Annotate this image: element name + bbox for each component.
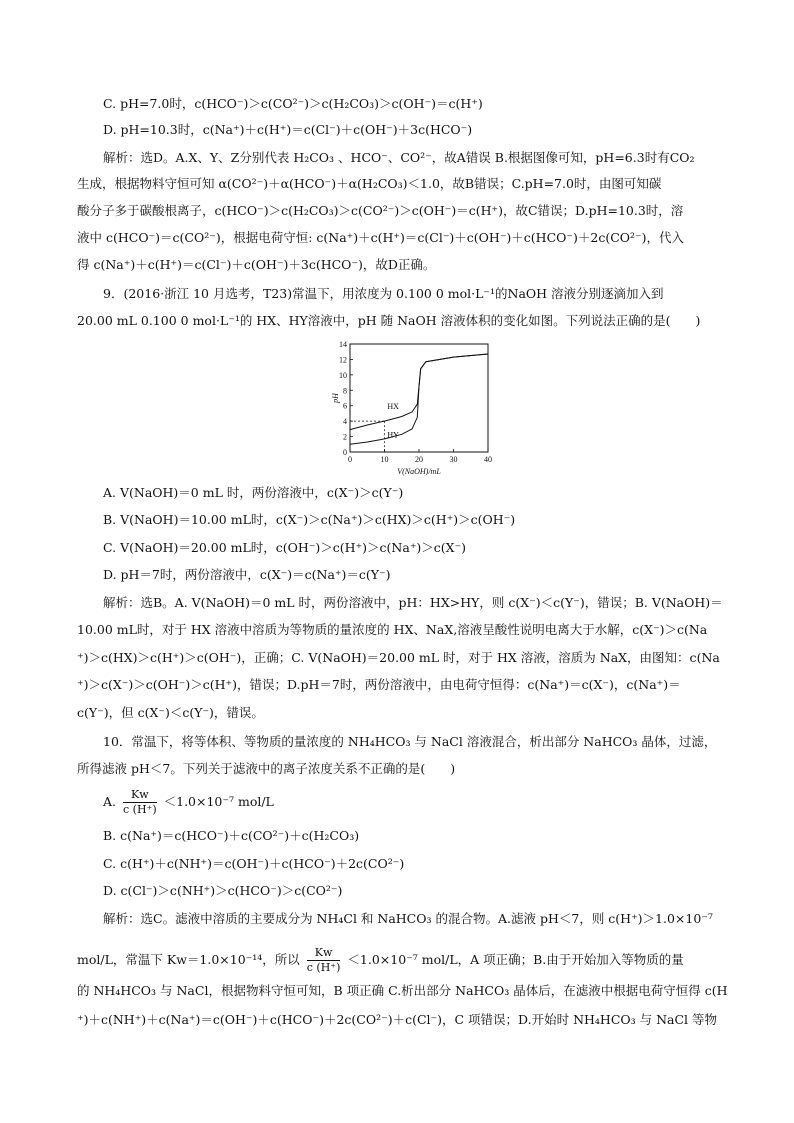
fraction-numerator: Kw [307, 946, 341, 961]
analysis-line: 的 NH₄HCO₃ 与 NaCl，根据物料守恒可知，B 项正确 C.析出部分 NaHCO₃ 晶体后，在滤液中根据电荷守恒得 c(H [77, 983, 728, 998]
analysis-line: 解析：选C。滤液中溶质的主要成分为 NH₄Cl 和 NaHCO₃ 的混合物。A.滤液 pH＜7，则 c(H⁺)＞1.0×10⁻⁷ [103, 911, 713, 926]
analysis-text: mol/L，常温下 Kw＝1.0×10⁻¹⁴，所以 [77, 952, 300, 967]
question-9-stem: 9．(2016·浙江 10 月选考，T23)常温下，用浓度为 0.100 0 mol·L⁻¹的NaOH 溶液分别逐滴加入到 [103, 286, 664, 301]
titration-chart [330, 338, 500, 478]
x-tick-label: 20 [415, 455, 423, 464]
y-tick-label: 0 [343, 448, 347, 457]
analysis-line: ⁺)＞c(X⁻)＞c(OH⁻)＞c(H⁺)，错误；D.pH＝7时，两份溶液中，由电荷守恒得：c(Na⁺)＝c(X⁻)，c(Na⁺)＝ [77, 677, 681, 692]
series-label-hy: HY [387, 430, 399, 440]
analysis-line: c(Y⁻)，但 c(X⁻)＜c(Y⁻)，错误。 [77, 705, 264, 720]
question-10-stem: 10．常温下，将等体积、等物质的量浓度的 NH₄HCO₃ 与 NaCl 溶液混合，析出部分 NaHCO₃ 晶体，过滤， [103, 734, 717, 749]
option-label: A. [103, 794, 117, 809]
analysis-line: 解析：选D。A.X、Y、Z分别代表 H₂CO₃ 、HCO⁻、CO²⁻，故A错误 B.根据图像可知，pH=6.3时有CO₂ [103, 150, 695, 165]
option-d-prev: D. pH=10.3时，c(Na⁺)＋c(H⁺)＝c(Cl⁻)＋c(OH⁻)＋3c(HCO⁻) [103, 122, 473, 137]
y-tick-label: 6 [343, 401, 347, 411]
question-10-stem: 所得滤液 pH＜7。下列关于滤液中的离子浓度关系不正确的是( ) [77, 761, 456, 776]
analysis-line: 液中 c(HCO⁻)＝c(CO²⁻)，根据电荷守恒: c(Na⁺)＋c(H⁺)＝c(Cl⁻)＋c(OH⁻)＋c(HCO⁻)＋2c(CO²⁻)，代入 [77, 230, 685, 245]
analysis-line: 10.00 mL时，对于 HX 溶液中溶质为等物质的量浓度的 HX、NaX,溶液呈酸性说明电离大于水解，c(X⁻)＞c(Na [77, 622, 708, 637]
x-tick-label: 10 [380, 455, 389, 464]
option-c-10: C. c(H⁺)＋c(NH⁺)＝c(OH⁻)＋c(HCO⁻)＋2c(CO²⁻) [103, 856, 405, 871]
y-tick-label: 8 [343, 386, 347, 396]
option-a-10 [103, 788, 274, 817]
x-tick-label: 0 [348, 455, 352, 464]
question-9-stem: 20.00 mL 0.100 0 mol·L⁻¹的 HX、HY溶液中，pH 随 NaOH 溶液体积的变化如图。下列说法正确的是( ) [77, 313, 701, 328]
option-b-10: B. c(Na⁺)＝c(HCO⁻)＋c(CO²⁻)＋c(H₂CO₃) [103, 828, 360, 843]
option-d-10: D. c(Cl⁻)＞c(NH⁺)＞c(HCO⁻)＞c(CO²⁻) [103, 883, 343, 898]
y-tick-label: 12 [339, 355, 347, 365]
series-label-hx: HX [387, 401, 399, 411]
y-axis-label: pH [331, 393, 340, 403]
analysis-line: 酸分子多于碳酸根离子，c(HCO⁻)＞c(H₂CO₃)＞c(CO²⁻)＞c(OH⁻)＝c(H⁺)，故C错误；D.pH=10.3时，溶 [77, 203, 684, 218]
option-c-prev: C. pH=7.0时，c(HCO⁻)＞c(CO²⁻)＞c(H₂CO₃)＞c(OH⁻)＝c(H⁺) [103, 96, 483, 111]
fraction [123, 788, 157, 817]
analysis-line: ⁺)＋c(NH⁺)＋c(Na⁺)＝c(OH⁻)＋c(HCO⁻)＋2c(CO²⁻)＋c(Cl⁻)，C 项错误；D.开始时 NH₄HCO₃ 与 NaCl 等物 [77, 1012, 718, 1027]
option-a: A. V(NaOH)＝0 mL 时，两份溶液中，c(X⁻)＞c(Y⁻) [103, 485, 404, 500]
fraction [307, 946, 341, 975]
fraction-denominator: c (H⁺) [123, 803, 157, 816]
option-b: B. V(NaOH)＝10.00 mL时，c(X⁻)＞c(Na⁺)＞c(HX)＞c(H⁺)＞c(OH⁻) [103, 512, 516, 527]
y-tick-label: 10 [339, 370, 347, 380]
option-c: C. V(NaOH)＝20.00 mL时，c(OH⁻)＞c(H⁺)＞c(Na⁺)＞c(X⁻) [103, 540, 467, 555]
plot-frame [350, 344, 488, 452]
series-line-hy [350, 354, 488, 444]
analysis-line: ⁺)＞c(HX)＞c(H⁺)＞c(OH⁻)，正确；C. V(NaOH)＝20.00 mL 时，对于 HX 溶液，溶质为 NaX，由图知：c(Na [77, 650, 720, 665]
analysis-line: 得 c(Na⁺)＋c(H⁺)＝c(Cl⁻)＋c(OH⁻)＋3c(HCO⁻)，故D正确。 [77, 257, 436, 272]
y-tick-label: 14 [339, 340, 347, 349]
option-d: D. pH＝7时，两份溶液中，c(X⁻)＝c(Na⁺)＝c(Y⁻) [103, 567, 391, 582]
y-tick-label: 2 [343, 432, 347, 442]
x-tick-label: 40 [484, 455, 492, 464]
x-axis-label: V(NaOH)/mL [397, 467, 441, 476]
analysis-line: 生成，根据物料守恒可知 α(CO²⁻)＋α(HCO⁻)＋α(H₂CO₃)＜1.0，故B错误；C.pH=7.0时，由图可知碳 [77, 176, 662, 191]
option-text: ＜1.0×10⁻⁷ mol/L [163, 794, 274, 809]
y-tick-label: 4 [343, 417, 347, 427]
fraction-numerator: Kw [123, 788, 157, 803]
analysis-line: 解析：选B。A. V(NaOH)＝0 mL 时，两份溶液中，pH：HX>HY，则 c(X⁻)＜c(Y⁻)，错误；B. V(NaOH)＝ [103, 595, 723, 610]
fraction-denominator: c (H⁺) [306, 961, 341, 974]
analysis-line [77, 946, 684, 975]
analysis-text: ＜1.0×10⁻⁷ mol/L，A 项正确；B.由于开始加入等物质的量 [347, 952, 684, 967]
x-tick-label: 30 [449, 455, 458, 464]
